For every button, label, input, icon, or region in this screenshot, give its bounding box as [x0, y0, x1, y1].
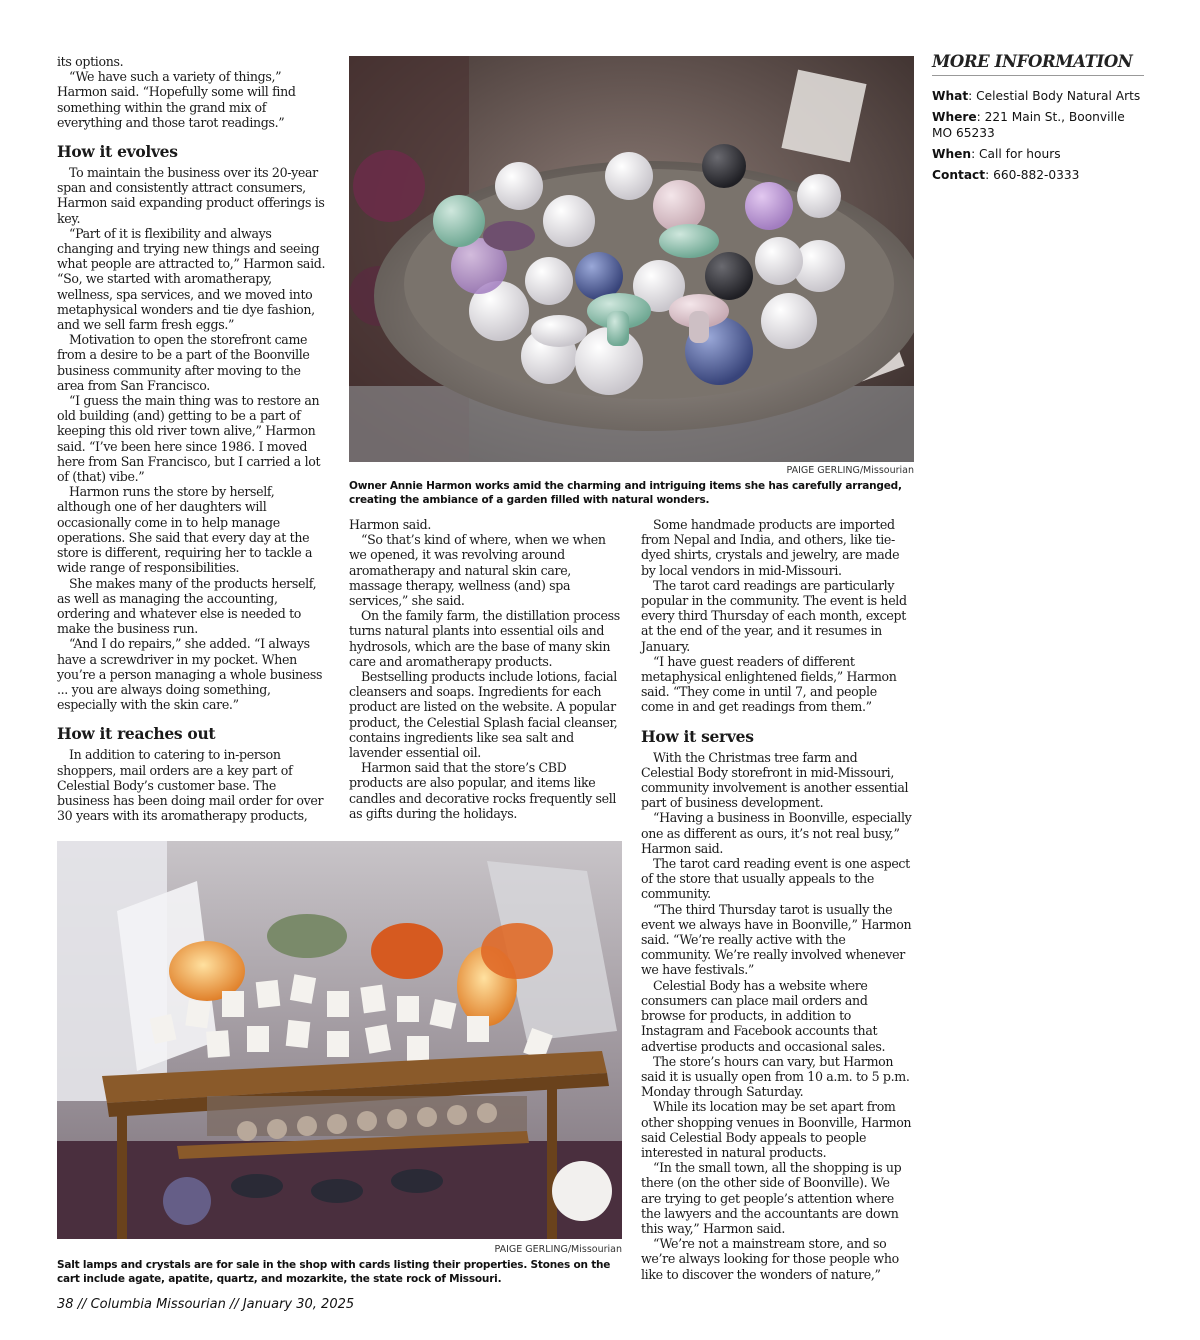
paragraph: Harmon said. [349, 517, 432, 532]
info-when [932, 146, 1144, 162]
paragraph: “We have such a variety of things,” Harmon said. “Hopefully some will find something within the grand mix of everything and those tarot readings.” [57, 69, 296, 130]
shelf-illustration [57, 841, 622, 1239]
paragraph: Harmon runs the store by herself, although one of her daughters will occasionally come in to help manage operations. She said that every day at the store is different, requiring her to tackle a wide range of responsibilities. [57, 484, 313, 576]
info-label: When [932, 147, 972, 161]
paragraph: On the family farm, the distillation process turns natural plants into essential oils and hydrosols, which are the base of many skin care and aromatherapy products. [349, 608, 620, 669]
photo-credit: PAIGE GERLING/Missourian [786, 465, 914, 476]
photo-credit: PAIGE GERLING/Missourian [494, 1244, 622, 1255]
article-column-1 [57, 54, 329, 823]
paragraph: She makes many of the products herself, as well as managing the accounting, ordering and whatever else is needed to make the business run. [57, 575, 317, 637]
crystal-bowl-illustration [349, 56, 914, 462]
paragraph: In addition to catering to in-person shoppers, mail orders are a key part of Celestial Body’s customer base. The business has been doing mail order for over 30 years with its aromatherapy products, [57, 747, 324, 824]
paragraph: “In the small town, all the shopping is up there (on the other side of Boonville). We are trying to get people’s attention where the lawyers and the accountants are down this way,” Harmon said. [641, 1160, 902, 1236]
info-heading: MORE INFORMATION [932, 52, 1144, 76]
paragraph: “And I do repairs,” she added. “I always have a screwdriver in my pocket. When you’re a person managing a whole business ... you are always doing something, especially with the skin care.” [57, 636, 323, 713]
photo-caption: Owner Annie Harmon works amid the charming and intriguing items she has carefully arranged, creating the ambiance of a garden filled with natural wonders. [349, 480, 902, 506]
photo-crystal-bowl [349, 56, 914, 462]
paragraph: Celestial Body has a website where consumers can place mail orders and browse for products, in addition to Instagram and Facebook accounts that advertise products and occasional sales. [641, 977, 886, 1054]
info-value: : Celestial Body Natural Arts [968, 89, 1141, 103]
article-column-2 [349, 517, 621, 821]
paragraph: Motivation to open the storefront came from a desire to be a part of the Boonville business community after moving to the area from San Francisco. [57, 332, 310, 393]
info-value: : 660-882-0333 [985, 168, 1080, 182]
photo-salt-lamp-shelf [57, 841, 622, 1239]
photo-caption: Salt lamps and crystals are for sale in the shop with cards listing their properties. Stones on the cart include agate, apatite, quartz, and mozarkite, the state rock of Missouri. [57, 1259, 611, 1285]
paragraph: Bestselling products include lotions, facial cleansers and soaps. Ingredients for each product are listed on the website. A popular product, the Celestial Splash facial cleanser, contains ingredients like sea salt and lavender essential oil. [349, 669, 618, 761]
paragraph: To maintain the business over its 20-year span and consistently attract consumers, Harmon said expanding product offerings is key. [57, 165, 325, 226]
paragraph: “The third Thursday tarot is usually the event we always have in Boonville,” Harmon said. “We’re really active with the community. We’re really involved whenever we have festivals.” [641, 901, 912, 978]
paragraph: With the Christmas tree farm and Celestial Body storefront in mid-Missouri, community involvement is another essential part of business development. [641, 749, 909, 811]
paragraph: “So that’s kind of where, when we when we opened, it was revolving around aromatherapy and natural skin care, massage therapy, wellness (and) spa services,” she said. [349, 532, 606, 609]
info-label: Where [932, 110, 977, 124]
paragraph: “I have guest readers of different metaphysical enlightened fields,” Harmon said. “They come in until 7, and people come in and get readings from them.” [641, 653, 897, 715]
paragraph: “Having a business in Boonville, especially one as different as ours, it’s not real busy,” Harmon said. [641, 810, 912, 856]
article-column-3 [641, 517, 913, 1282]
section-heading-reaches: How it reaches out [57, 724, 216, 744]
paragraph: “We’re not a mainstream store, and so we’re always looking for those people who like to discover the wonders of nature,” [641, 1236, 899, 1282]
section-heading-evolves: How it evolves [57, 142, 178, 162]
paragraph: its options. [57, 54, 124, 69]
paragraph: Harmon said that the store’s CBD products are also popular, and items like candles and decorative rocks frequently sell as gifts during the holidays. [349, 760, 617, 821]
info-label: Contact [932, 168, 986, 182]
info-value: : 221 Main St., Boonville MO 65233 [932, 110, 1125, 140]
paragraph: The store’s hours can vary, but Harmon said it is usually open from 10 a.m. to 5 p.m. Monday through Saturday. [641, 1053, 910, 1100]
info-where [932, 109, 1144, 141]
paragraph: Some handmade products are imported from Nepal and India, and others, like tie-dyed shirts, crystals and jewelry, are made by local vendors in mid-Missouri. [641, 517, 900, 578]
paragraph: “I guess the main thing was to restore an old building (and) getting to be a part of keeping this old river town alive,” Harmon said. “I’ve been here since 1986. I moved here from San Francisco, but I carried a lot of (that) vibe.” [57, 393, 321, 485]
paragraph: The tarot card readings are particularly popular in the community. The event is held every third Thursday of each month, except at the end of the year, and it resumes in January. [641, 577, 907, 654]
more-information-box [932, 52, 1144, 183]
page-footer: 38 // Columbia Missourian // January 30, 2025 [57, 1297, 355, 1312]
info-label: What [932, 89, 969, 103]
info-what [932, 88, 1144, 104]
paragraph: While its location may be set apart from other shopping venues in Boonville, Harmon said Celestial Body appeals to people interested in natural products. [641, 1099, 912, 1160]
paragraph: “Part of it is flexibility and always changing and trying new things and seeing what people are attracted to,” Harmon said. “So, we started with aromatherapy, wellness, spa services, and we moved into metaphysical wonders and tie dye fashion, and we sell farm fresh eggs.” [57, 225, 326, 333]
paragraph: The tarot card reading event is one aspect of the store that usually appeals to the community. [641, 856, 910, 902]
info-contact [932, 167, 1144, 183]
section-heading-serves: How it serves [641, 726, 754, 746]
info-value: : Call for hours [971, 147, 1061, 161]
